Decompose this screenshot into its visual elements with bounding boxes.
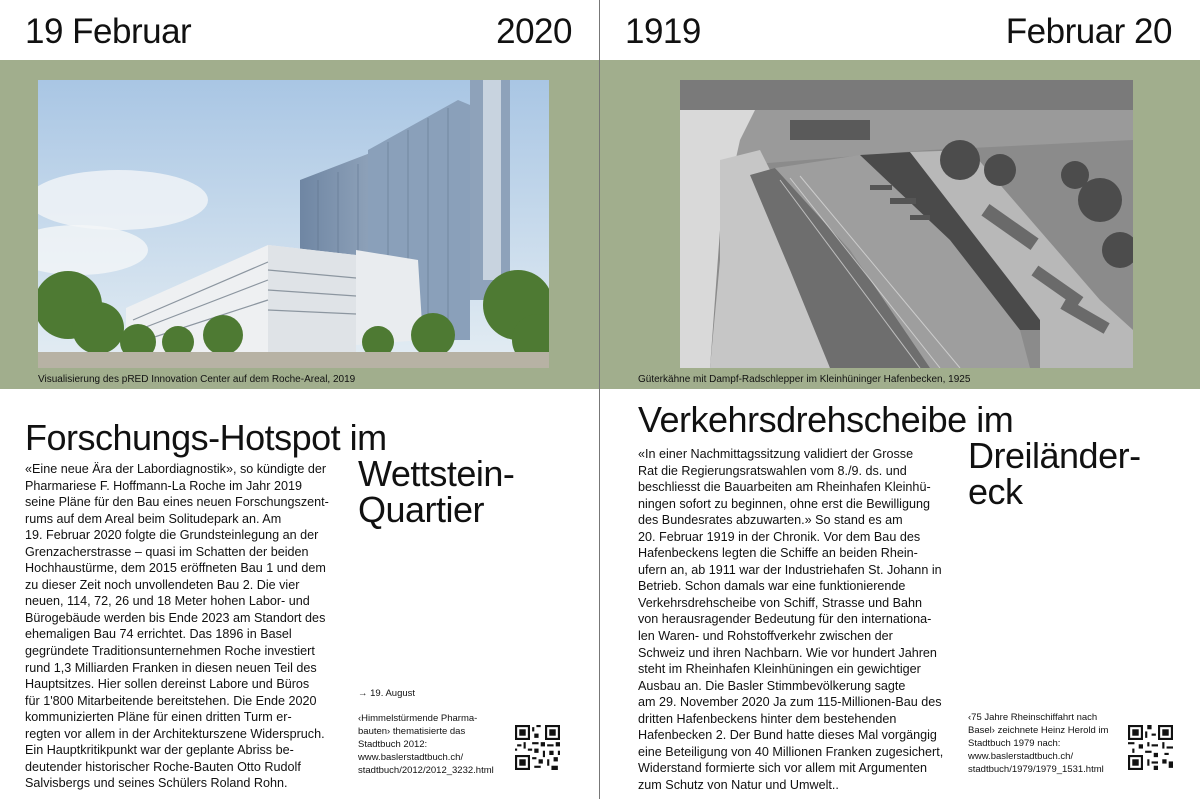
note-link[interactable]: www.baslerstadtbuch.ch/ — [358, 752, 464, 763]
right-header — [600, 0, 1200, 60]
right-qr-code-icon[interactable] — [1128, 725, 1173, 770]
left-image-band — [0, 60, 600, 389]
body-line: zu dieser Zeit noch unvollendeten Bau 2. Die vier — [25, 577, 300, 592]
body-line: Betrieb. Schon damals war eine funktionierende — [638, 579, 906, 594]
left-header-date: 19 Februar — [25, 12, 192, 51]
left-sidenote — [358, 712, 508, 777]
right-title-line2 — [968, 435, 1141, 512]
left-title-line1: Forschungs-Hotspot im — [25, 417, 387, 458]
body-line: des Bundesrates abzuwarten.» So stand es am — [638, 513, 903, 528]
note-line: Basel› zeichnete Heinz Herold im — [968, 725, 1109, 736]
body-line: Rat die Regierungsratswahlen vom 8./9. ds. und — [638, 463, 907, 478]
body-line: Schweiz und ihren Nachbarn. Wie vor hundert Jahren — [638, 645, 937, 660]
right-header-year: 1919 — [625, 12, 701, 51]
left-title-line2 — [358, 453, 515, 530]
body-line: rund 1,3 Milliarden Franken in diesen neuen Teil des — [25, 660, 317, 675]
left-title-line2b: Quartier — [358, 489, 485, 530]
body-line: von herausragender Bedeutung für den internationa- — [638, 612, 932, 627]
body-line: Ein Hauptkritikpunkt war der geplante Abriss be- — [25, 743, 294, 758]
left-header — [0, 0, 600, 60]
right-header-date: Februar 20 — [1005, 12, 1172, 51]
body-line: zum Schutz von Natur und Umwelt.. — [638, 777, 839, 792]
left-title-line2a: Wettstein- — [358, 453, 515, 494]
harbour-photo-image — [680, 80, 1133, 368]
body-line: Hochhaustürme, dem 2015 eröffneten Bau 1 und dem — [25, 561, 326, 576]
right-sidenote — [968, 711, 1118, 776]
body-line: Verkehrsdrehscheibe von Schiff, Strasse und Bahn — [638, 595, 922, 610]
note-link[interactable]: www.baslerstadtbuch.ch/ — [968, 751, 1074, 762]
body-line: Pharmariese F. Hoffmann-La Roche im Jahr 2019 — [25, 478, 302, 493]
body-line: ufern an, ab 1911 war der Industriehafen St. Johann in — [638, 562, 942, 577]
body-line: 19. Februar 2020 folgte die Grundsteinlegung an der — [25, 528, 319, 543]
right-page — [600, 0, 1200, 799]
right-title-line2b: eck — [968, 471, 1023, 512]
body-line: Salvisbergs und seines Schülers Roland Rohn. — [25, 776, 288, 791]
note-line: ‹75 Jahre Rheinschiffahrt nach — [968, 712, 1098, 723]
note-line: Stadtbuch 1979 nach: — [968, 738, 1061, 749]
note-line: Stadtbuch 2012: — [358, 739, 428, 750]
body-line: ehemaligen Bau 74 errichtet. Das 1896 in Basel — [25, 627, 292, 642]
body-line: regten vor allem in der Architekturszene Widerspruch. — [25, 726, 325, 741]
body-line: gegründete Traditionsunternehmen Roche investiert — [25, 644, 315, 659]
left-body-text — [25, 461, 355, 792]
body-line: eine Beteiligung von 40 Millionen Franken zugesichert, — [638, 744, 944, 759]
left-crossref[interactable]: → 19. August — [358, 688, 416, 699]
body-line: dritten Hafenbeckens hinter dem bestehenden — [638, 711, 897, 726]
body-line: steht im Rheinhafen Kleinhüningen ein gewichtiger — [638, 662, 921, 677]
right-image-band — [600, 60, 1200, 389]
body-line: Hafenbeckens legten die Schiffe an beiden Rhein- — [638, 546, 918, 561]
left-qr-code-icon[interactable] — [515, 725, 560, 770]
body-line: Hauptsitzes. Hier sollen dereinst Labore und Büros — [25, 677, 310, 692]
right-body-text — [638, 446, 958, 793]
body-line: neuen, 114, 72, 26 und 18 Meter hohen Labor- und — [25, 594, 310, 609]
body-line: Grenzacherstrasse – quasi im Schatten der beiden — [25, 544, 309, 559]
body-line: 20. Februar 1919 in der Chronik. Vor dem Bau des — [638, 529, 921, 544]
body-line: Bürogebäude werden bis Ende 2023 am Standort des — [25, 610, 326, 625]
left-header-year: 2020 — [496, 12, 572, 51]
note-link[interactable]: stadtbuch/1979/1979_1531.html — [968, 764, 1104, 775]
body-line: kommunizierten Pläne für einen dritten Turm er- — [25, 710, 292, 725]
note-line: ‹Himmelstürmende Pharma- — [358, 713, 478, 724]
body-line: deutender historischer Roche-Bauten Otto Rudolf — [25, 759, 301, 774]
right-title-line2a: Dreiländer- — [968, 435, 1141, 476]
note-line: bauten› thematisierte das — [358, 726, 466, 737]
body-line: seine Pläne für den Bau eines neuen Forschungszent- — [25, 495, 329, 510]
body-line: beschliesst die Bauarbeiten am Rheinhafen Kleinhü- — [638, 480, 931, 495]
body-line: rums auf dem Areal beim Solitudepark an. Am — [25, 511, 282, 526]
right-title-line1: Verkehrsdrehscheibe im — [638, 399, 1014, 440]
right-image-caption: Güterkähne mit Dampf-Radschlepper im Kleinhüninger Hafenbecken, 1925 — [638, 374, 971, 385]
roche-rendering-image — [38, 80, 549, 368]
body-line: «In einer Nachmittagssitzung validiert der Grosse — [638, 447, 914, 461]
left-image-caption: Visualisierung des pRED Innovation Center auf dem Roche-Areal, 2019 — [38, 374, 356, 385]
body-line: ningen sofort zu beginnen, ohne erst die Bewilligung — [638, 496, 930, 511]
body-line: Hafenbecken 2. Der Bund hatte dieses Mal vorgängig — [638, 728, 937, 743]
body-line: am 29. November 2020 Ja zum 115-Millionen-Bau des — [638, 695, 942, 710]
body-line: len Waren- und Rohstoffverkehr zwischen der — [638, 629, 893, 644]
body-line: Widerstand formierte sich vor allem mit Argumenten — [638, 761, 928, 776]
body-line: für 1'800 Mitarbeitende bereitstehen. Die Ende 2020 — [25, 693, 317, 708]
body-line: «Eine neue Ära der Labordiagnostik», so kündigte der — [25, 462, 327, 476]
body-line: Ausbau an. Die Basler Stimmbevölkerung sagte — [638, 678, 906, 693]
note-link[interactable]: stadtbuch/2012/2012_3232.html — [358, 765, 494, 776]
